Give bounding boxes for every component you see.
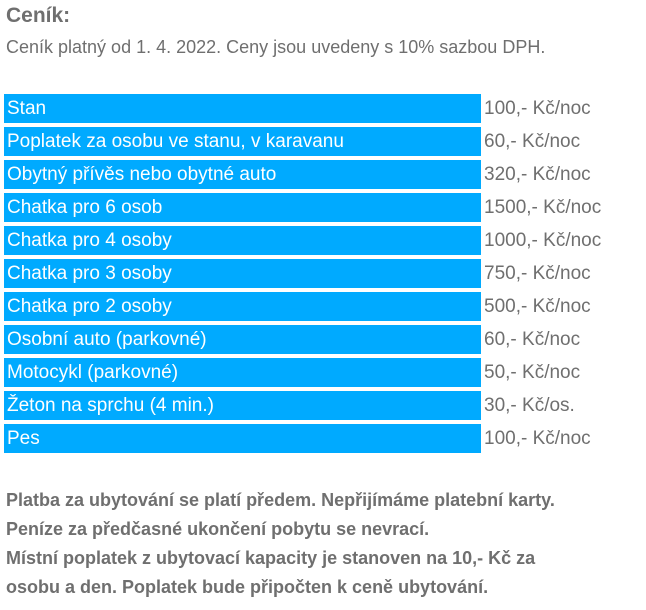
price-item-name: Chatka pro 3 osoby [4, 259, 481, 288]
payment-notes [6, 486, 646, 602]
price-item-name: Poplatek za osobu ve stanu, v karavanu [4, 127, 481, 156]
price-item-value: 500,- Kč/noc [484, 296, 591, 317]
price-item-value: 100,- Kč/noc [484, 428, 591, 449]
price-item-name: Obytný přívěs nebo obytné auto [4, 160, 481, 189]
price-item-name: Chatka pro 2 osoby [4, 292, 481, 321]
price-row-car-parking [4, 323, 644, 356]
price-row-dog [4, 422, 644, 455]
price-item-name: Motocykl (parkovné) [4, 358, 481, 387]
note-line: Platba za ubytování se platí předem. Nepřijímáme platební karty. [6, 490, 555, 510]
price-item-value: 30,- Kč/os. [484, 395, 575, 416]
price-item-value: 320,- Kč/noc [484, 164, 591, 185]
price-row-cabin-3 [4, 257, 644, 290]
note-line: Peníze za předčasné ukončení pobytu se nevrací. [6, 519, 430, 539]
price-item-value: 750,- Kč/noc [484, 263, 591, 284]
price-item-value: 50,- Kč/noc [484, 362, 581, 383]
price-row-cabin-6 [4, 191, 644, 224]
price-item-value: 1000,- Kč/noc [484, 230, 602, 251]
price-item-value: 1500,- Kč/noc [484, 197, 602, 218]
price-item-name: Osobní auto (parkovné) [4, 325, 481, 354]
price-item-name: Pes [4, 424, 481, 453]
price-row-cabin-4 [4, 224, 644, 257]
page-title: Ceník: [6, 4, 71, 27]
price-item-name: Žeton na sprchu (4 min.) [4, 391, 481, 420]
price-item-name: Chatka pro 6 osob [4, 193, 481, 222]
price-table [4, 92, 644, 455]
price-row-motorcycle-parking [4, 356, 644, 389]
price-validity-note: Ceník platný od 1. 4. 2022. Ceny jsou uvedeny s 10% sazbou DPH. [6, 37, 546, 57]
price-row-caravan [4, 158, 644, 191]
price-item-name: Chatka pro 4 osoby [4, 226, 481, 255]
price-item-value: 60,- Kč/noc [484, 131, 581, 152]
price-row-person-fee [4, 125, 644, 158]
price-item-value: 100,- Kč/noc [484, 98, 591, 119]
price-row-stan [4, 92, 644, 125]
price-item-name: Stan [4, 94, 481, 123]
price-item-value: 60,- Kč/noc [484, 329, 581, 350]
note-line: osobu a den. Poplatek bude připočten k ceně ubytování. [6, 577, 489, 597]
price-row-cabin-2 [4, 290, 644, 323]
price-row-shower-token [4, 389, 644, 422]
note-line: Místní poplatek z ubytovací kapacity je stanoven na 10,- Kč za [6, 548, 536, 568]
